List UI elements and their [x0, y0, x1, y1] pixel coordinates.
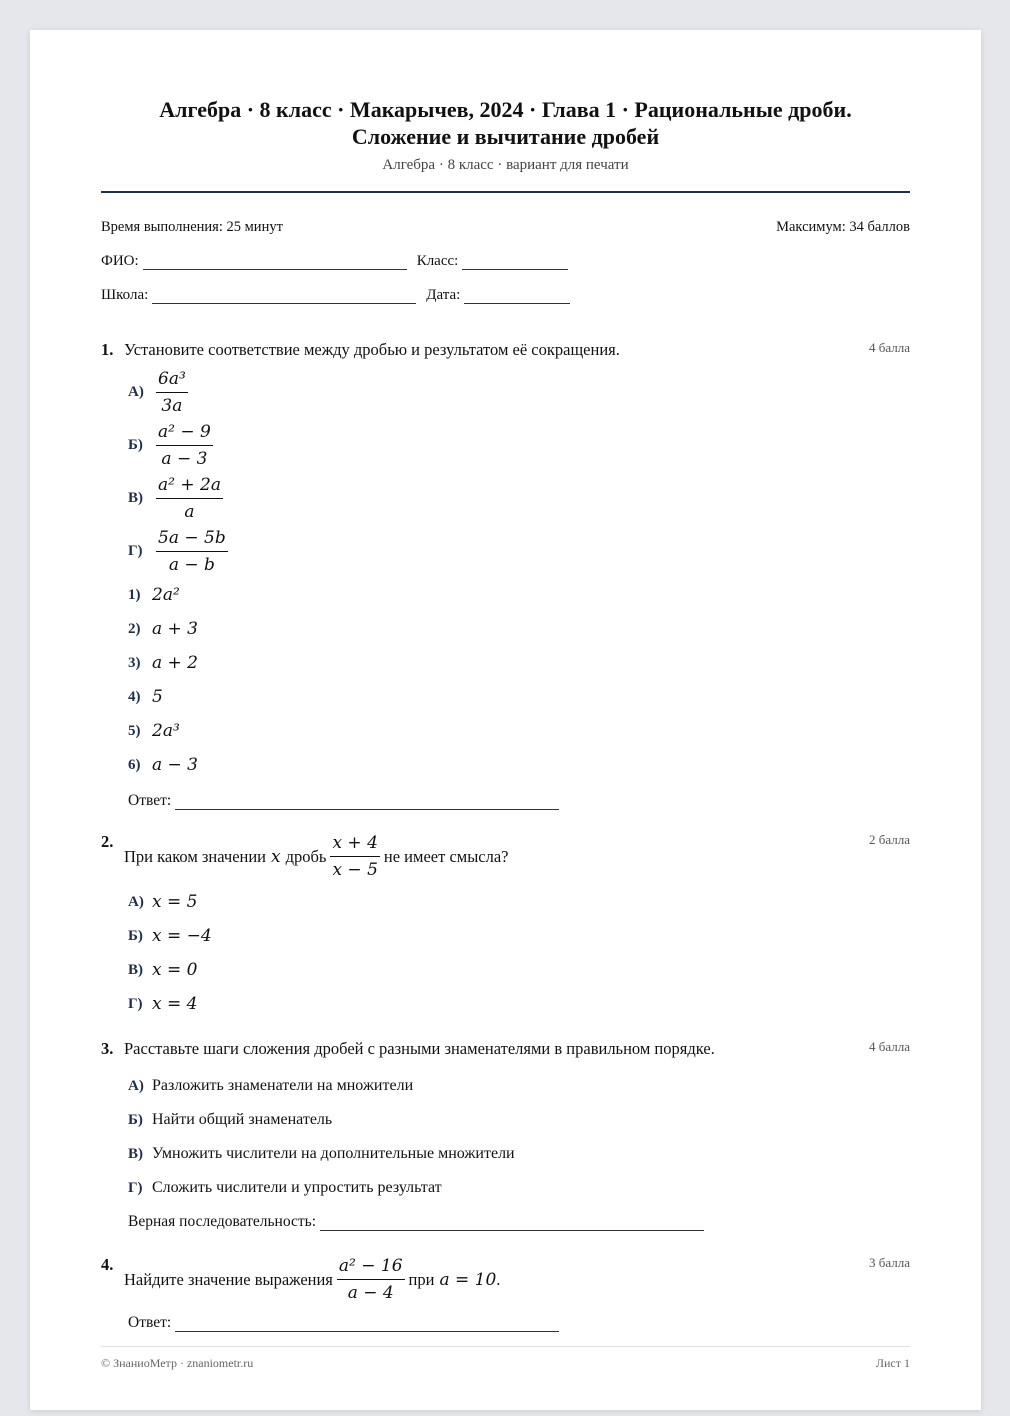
option-number: 3) [128, 654, 141, 671]
match-right-item [128, 680, 910, 714]
match-right-item [128, 578, 910, 612]
option-letter: Б) [128, 1111, 143, 1128]
fraction-denominator: a [184, 502, 195, 522]
question-text: не имеет смысла? [383, 846, 509, 866]
option-letter: В) [128, 961, 143, 978]
option[interactable] [128, 987, 910, 1021]
condition: a = 10 [439, 1269, 497, 1290]
question-points: 3 балла [869, 1255, 910, 1270]
option-value: x = 5 [152, 892, 198, 912]
option-letter: А) [128, 893, 144, 910]
variable: x [271, 846, 281, 867]
meta-row [101, 219, 910, 236]
question-text: дробь [285, 846, 327, 866]
answer-label: Ответ: [128, 1314, 172, 1331]
fraction-denominator: a − 3 [161, 449, 208, 469]
match-right-item [128, 646, 910, 680]
max-score: Максимум: 34 баллов [776, 219, 910, 235]
footer-sheet-number: Лист 1 [875, 1356, 910, 1370]
answer-row [128, 1314, 910, 1332]
option-letter: Б) [128, 437, 143, 453]
step-item[interactable] [128, 1103, 910, 1137]
class-label: Класс: [416, 253, 459, 269]
fraction [156, 421, 213, 470]
step-item[interactable] [128, 1171, 910, 1205]
title-line-2: Сложение и вычитание дробей [351, 124, 660, 149]
option-letter: Г) [128, 995, 143, 1012]
option-value: Найти общий знаменатель [152, 1111, 333, 1128]
answer-field[interactable] [175, 795, 559, 810]
option-number: 1) [128, 586, 141, 603]
option-value: 2a² [152, 585, 180, 605]
option-value: x = 4 [152, 994, 198, 1014]
school-date-row [101, 284, 910, 304]
question-text: Найдите значение выражения [124, 1269, 333, 1289]
title-line-1: Алгебра · 8 класс · Макарычев, 2024 · Глава 1 · Рациональные дроби. [159, 97, 852, 122]
question-points: 4 балла [869, 1039, 910, 1054]
option-letter: Б) [128, 927, 143, 944]
page-title [101, 96, 910, 150]
header-divider [101, 191, 910, 193]
step-item[interactable] [128, 1137, 910, 1171]
option[interactable] [128, 885, 910, 919]
fraction-numerator: a² − 9 [156, 421, 213, 446]
step-item[interactable] [128, 1069, 910, 1103]
question-points: 4 балла [869, 340, 910, 355]
match-left-item [128, 525, 910, 578]
option-value: a − 3 [152, 755, 199, 775]
fraction [156, 474, 223, 523]
match-right-item [128, 612, 910, 646]
fraction-numerator: 6a³ [156, 368, 188, 393]
fio-class-row [101, 250, 910, 270]
date-field[interactable] [464, 289, 570, 304]
option-value: a + 2 [152, 653, 199, 673]
fraction [330, 832, 379, 881]
fraction-numerator: x + 4 [330, 832, 379, 857]
option-letter: А) [128, 1077, 144, 1094]
option[interactable] [128, 919, 910, 953]
option-value: Сложить числители и упростить результат [152, 1179, 442, 1196]
answer-label: Верная последовательность: [128, 1213, 317, 1230]
option-number: 5) [128, 722, 141, 739]
fraction-denominator: 3a [161, 396, 183, 416]
question-1 [101, 340, 910, 810]
option-letter: В) [128, 490, 143, 506]
fraction [156, 527, 228, 576]
match-left-item [128, 366, 910, 419]
match-right-item [128, 748, 910, 782]
option-letter: В) [128, 1145, 143, 1162]
fraction-numerator: a² − 16 [337, 1255, 405, 1280]
question-4 [101, 1255, 910, 1332]
question-text: при [408, 1269, 435, 1289]
footer-copyright: © ЗнаниоМетр · znaniometr.ru [101, 1356, 254, 1370]
time-limit: Время выполнения: 25 минут [101, 219, 283, 235]
option-value: a + 3 [152, 619, 199, 639]
match-left-item [128, 472, 910, 525]
question-number: 2. [101, 832, 114, 851]
question-number: 4. [101, 1255, 114, 1274]
question-2 [101, 832, 910, 1021]
fraction-numerator: a² + 2a [156, 474, 223, 499]
school-field[interactable] [152, 289, 416, 304]
question-points: 2 балла [869, 832, 910, 847]
fraction-denominator: x − 5 [332, 860, 378, 880]
match-right-item [128, 714, 910, 748]
page-subtitle: Алгебра · 8 класс · вариант для печати [382, 157, 629, 173]
answer-field[interactable] [175, 1317, 559, 1332]
fraction [337, 1255, 405, 1304]
fraction-denominator: a − b [168, 555, 215, 575]
question-number: 3. [101, 1039, 114, 1058]
answer-label: Ответ: [128, 792, 172, 809]
option-value: 5 [152, 687, 163, 707]
fraction [156, 368, 188, 417]
option-number: 4) [128, 688, 141, 705]
question-text: . [496, 1269, 501, 1289]
match-left-item [128, 419, 910, 472]
option-value: 2a³ [152, 721, 180, 741]
fio-field[interactable] [143, 255, 407, 270]
option-letter: Г) [128, 543, 143, 559]
fio-label: ФИО: [101, 253, 139, 269]
fraction-denominator: a − 4 [347, 1283, 394, 1303]
question-number: 1. [101, 340, 114, 359]
question-3 [101, 1039, 910, 1231]
question-text: Установите соответствие между дробью и результатом её сокращения. [124, 340, 620, 359]
option-value: x = −4 [152, 926, 212, 946]
school-label: Школа: [101, 287, 149, 303]
option-value: Умножить числители на дополнительные множители [152, 1145, 515, 1162]
answer-field[interactable] [320, 1216, 704, 1231]
option-number: 6) [128, 756, 141, 773]
answer-row [128, 792, 910, 810]
option-letter: Г) [128, 1179, 143, 1196]
date-label: Дата: [426, 287, 461, 303]
worksheet-page [30, 30, 981, 1410]
page-footer [101, 1346, 910, 1371]
question-text: При каком значении [124, 846, 267, 866]
option-value: Разложить знаменатели на множители [152, 1077, 414, 1094]
option[interactable] [128, 953, 910, 987]
option-letter: А) [128, 384, 144, 400]
class-field[interactable] [462, 255, 568, 270]
option-value: x = 0 [152, 960, 198, 980]
option-number: 2) [128, 620, 141, 637]
question-text: Расставьте шаги сложения дробей с разными знаменателями в правильном порядке. [124, 1039, 715, 1058]
fraction-numerator: 5a − 5b [156, 527, 228, 552]
answer-row [128, 1213, 910, 1231]
